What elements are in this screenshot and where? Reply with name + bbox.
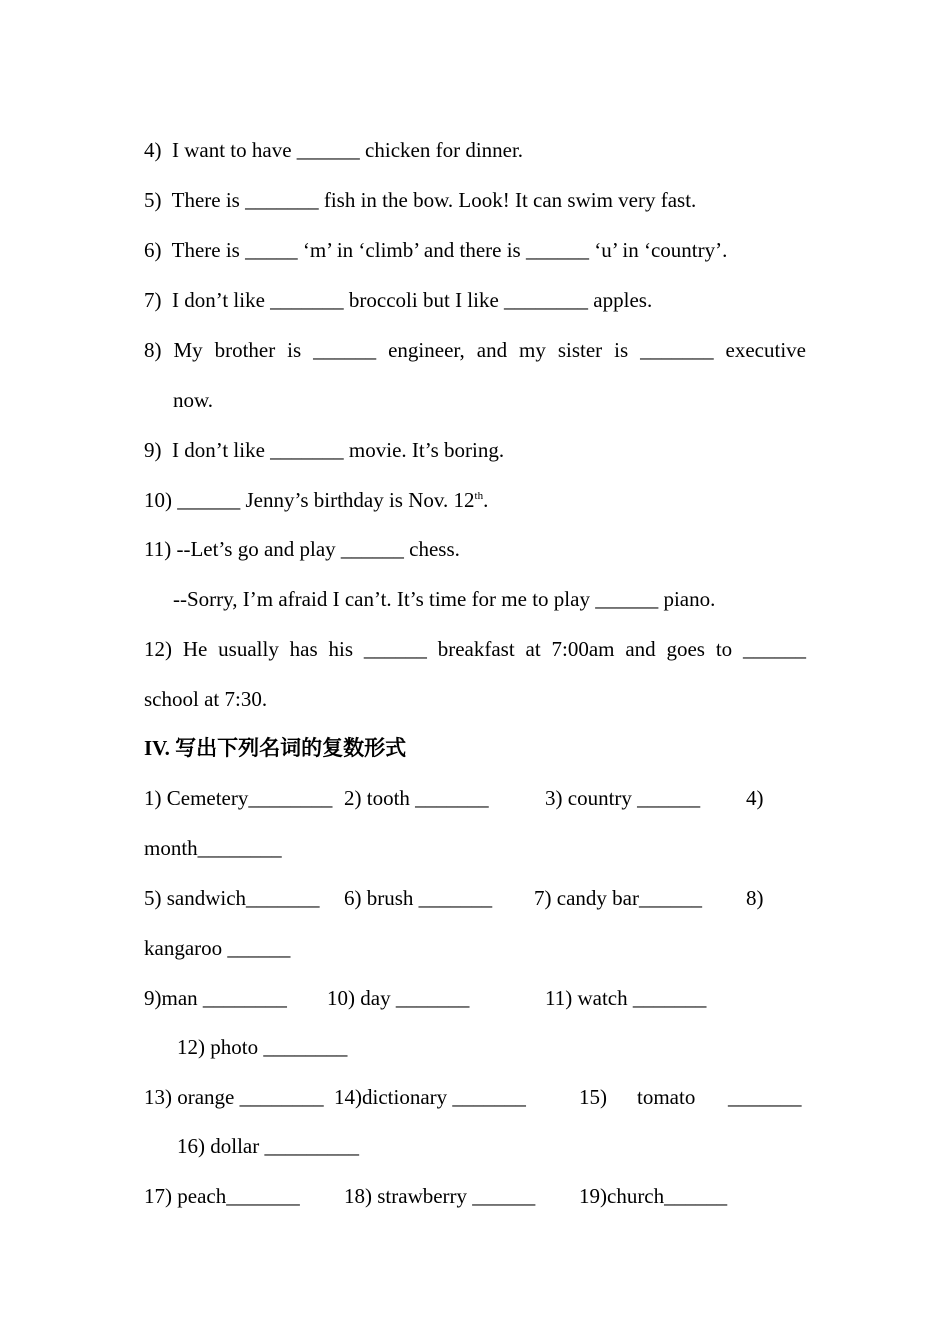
question-10-superscript: th [474, 490, 484, 502]
question-12-line-2: school at 7:30. [144, 687, 268, 711]
question-4: 4) I want to have ______ chicken for dinner. [144, 138, 524, 162]
plural-item-18: 18) strawberry ______ [344, 1184, 536, 1208]
plural-item-4-word: month________ [144, 836, 282, 860]
section-iv-heading: IV. 写出下列名词的复数形式 [144, 736, 407, 760]
plural-item-16: 16) dollar _________ [177, 1134, 359, 1158]
plural-item-4-number: 4) [746, 786, 764, 810]
plural-item-3: 3) country ______ [545, 786, 701, 810]
plural-item-17: 17) peach_______ [144, 1184, 300, 1208]
question-12-line-1: 12) He usually has his ______ breakfast at 7:00am and goes to ______ [144, 637, 806, 661]
question-7: 7) I don’t like _______ broccoli but I like ________ apples. [144, 288, 653, 312]
plural-item-11: 11) watch _______ [545, 986, 707, 1010]
plural-item-7: 7) candy bar______ [534, 886, 702, 910]
question-8-line-2: now. [173, 388, 214, 412]
plural-item-5: 5) sandwich_______ [144, 886, 320, 910]
plural-item-19: 19)church______ [579, 1184, 728, 1208]
question-6: 6) There is _____ ‘m’ in ‘climb’ and there is ______ ‘u’ in ‘country’. [144, 238, 728, 262]
question-11-line-2: --Sorry, I’m afraid I can’t. It’s time for me to play ______ piano. [173, 587, 716, 611]
question-10-text: 10) ______ Jenny’s birthday is Nov. 12 [144, 488, 475, 512]
question-5: 5) There is _______ fish in the bow. Look! It can swim very fast. [144, 188, 697, 212]
question-9: 9) I don’t like _______ movie. It’s boring. [144, 438, 505, 462]
plural-item-12: 12) photo ________ [177, 1035, 348, 1059]
plural-item-1: 1) Cemetery________ [144, 786, 333, 810]
plural-item-6: 6) brush _______ [344, 886, 493, 910]
plural-item-2: 2) tooth _______ [344, 786, 489, 810]
plural-item-10: 10) day _______ [327, 986, 470, 1010]
plural-item-13: 13) orange ________ [144, 1085, 324, 1109]
plural-item-15-number: 15) [579, 1085, 607, 1109]
plural-item-15-word: tomato [637, 1085, 696, 1109]
plural-item-8-number: 8) [746, 886, 764, 910]
question-10-period: . [483, 488, 489, 512]
question-8-line-1: 8) My brother is ______ engineer, and my sister is _______ executive [144, 338, 806, 362]
question-11-line-1: 11) --Let’s go and play ______ chess. [144, 537, 460, 561]
plural-item-14: 14)dictionary _______ [334, 1085, 526, 1109]
plural-item-15-blank: _______ [728, 1085, 802, 1109]
plural-item-8-word: kangaroo ______ [144, 936, 291, 960]
question-10 [144, 487, 488, 513]
plural-item-9: 9)man ________ [144, 986, 287, 1010]
